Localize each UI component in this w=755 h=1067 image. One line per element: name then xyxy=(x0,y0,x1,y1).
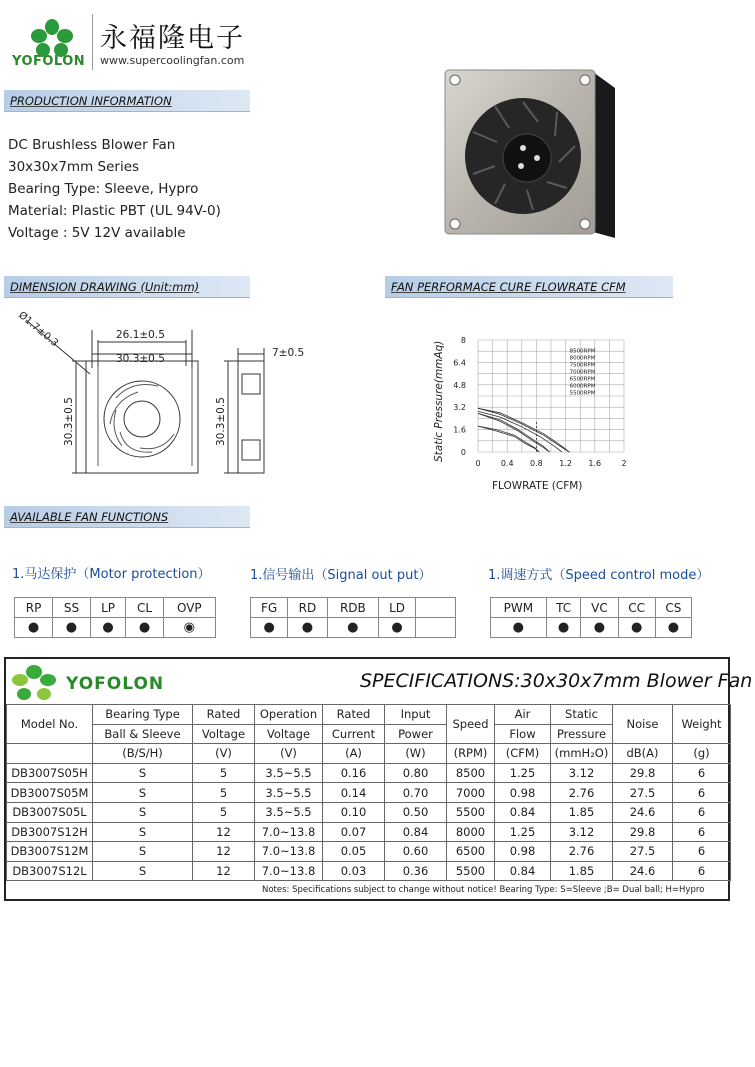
function-col: CS xyxy=(655,598,691,618)
table-cell: 0.80 xyxy=(385,763,447,783)
x-tick-label: 2 xyxy=(621,459,627,468)
function-title-signal xyxy=(250,564,431,583)
table-cell: 3.5~5.5 xyxy=(255,763,323,783)
table-cell: S xyxy=(93,842,193,862)
col-unit: (V) xyxy=(255,744,323,764)
table-cell: 3.5~5.5 xyxy=(255,783,323,803)
legend-label: 5500RPM xyxy=(569,390,596,397)
dimension-drawing xyxy=(6,306,306,486)
hole-dimension: Ø1.7±0.3 xyxy=(16,309,60,350)
table-cell: 0.03 xyxy=(323,861,385,881)
col-header: Noise xyxy=(613,705,673,744)
col-unit: (W) xyxy=(385,744,447,764)
table-cell: 27.5 xyxy=(613,783,673,803)
info-line: DC Brushless Blower Fan xyxy=(8,137,176,153)
chart-series xyxy=(478,349,596,452)
table-cell: 8500 xyxy=(447,763,495,783)
info-line: 30x30x7mm Series xyxy=(8,159,140,175)
model-cell: DB3007S12L xyxy=(7,861,93,881)
dimension-heading: DIMENSION DRAWING (Unit:mm) xyxy=(4,276,250,298)
table-cell: 0.70 xyxy=(385,783,447,803)
function-col: LP xyxy=(90,598,126,618)
spec-title: SPECIFICATIONS:30x30x7mm Blower Fan xyxy=(360,670,753,692)
table-cell: 0.16 xyxy=(323,763,385,783)
table-cell: 6500 xyxy=(447,842,495,862)
col-unit: (RPM) xyxy=(447,744,495,764)
col-header: Speed xyxy=(447,705,495,744)
function-dot: ● xyxy=(288,618,327,638)
table-cell: 2.76 xyxy=(551,842,613,862)
legend-label: 6000RPM xyxy=(569,383,596,390)
chart-ticks xyxy=(453,336,626,468)
function-col: PWM xyxy=(491,598,547,618)
x-tick-label: 0.8 xyxy=(530,459,543,468)
y-tick-label: 0 xyxy=(460,448,466,457)
table-cell: 6 xyxy=(673,802,731,822)
table-cell: 3.5~5.5 xyxy=(255,802,323,822)
col-header: Weight xyxy=(673,705,731,744)
col-header: Rated xyxy=(323,705,385,725)
y-tick-label: 4.8 xyxy=(453,380,466,390)
production-info xyxy=(8,134,221,244)
table-cell: 0.84 xyxy=(385,822,447,842)
legend-label: 8500RPM xyxy=(569,348,596,355)
col-header: Air xyxy=(495,705,551,725)
table-cell: 7.0~13.8 xyxy=(255,861,323,881)
function-title-en: （Motor protection） xyxy=(76,567,211,582)
table-cell: S xyxy=(93,822,193,842)
col-header: Voltage xyxy=(193,724,255,744)
model-cell: DB3007S05L xyxy=(7,802,93,822)
model-cell: DB3007S12M xyxy=(7,842,93,862)
table-cell: 0.10 xyxy=(323,802,385,822)
table-cell: 8000 xyxy=(447,822,495,842)
function-col xyxy=(416,598,456,618)
signal-output-table xyxy=(250,597,456,638)
spec-table xyxy=(6,704,731,881)
function-col: LD xyxy=(379,598,416,618)
col-unit: (CFM) xyxy=(495,744,551,764)
table-cell: 1.25 xyxy=(495,763,551,783)
chart-grid xyxy=(478,340,624,452)
table-cell: 12 xyxy=(193,822,255,842)
table-cell: 24.6 xyxy=(613,861,673,881)
table-row xyxy=(7,861,731,881)
table-cell: 5500 xyxy=(447,802,495,822)
table-cell: 1.85 xyxy=(551,861,613,881)
inner-width-dimension: 26.1±0.5 xyxy=(116,329,165,341)
table-cell: 2.76 xyxy=(551,783,613,803)
function-dot: ◉ xyxy=(163,618,215,638)
col-unit: (A) xyxy=(323,744,385,764)
function-dot: ● xyxy=(581,618,618,638)
col-unit: dB(A) xyxy=(613,744,673,764)
function-title-en: （Signal out put） xyxy=(314,568,432,583)
function-col: CC xyxy=(618,598,655,618)
col-unit: (g) xyxy=(673,744,731,764)
table-cell: 0.98 xyxy=(495,842,551,862)
table-cell: 0.05 xyxy=(323,842,385,862)
function-col: OVP xyxy=(163,598,215,618)
functions-heading: AVAILABLE FAN FUNCTIONS xyxy=(4,506,250,528)
table-cell: 27.5 xyxy=(613,842,673,862)
table-cell: 6 xyxy=(673,822,731,842)
function-dot: ● xyxy=(251,618,288,638)
chart-y-label: Static Pressure(mmAq) xyxy=(433,340,445,462)
legend-label: 7500RPM xyxy=(569,362,596,369)
brand-flower-icon xyxy=(30,18,74,58)
function-dot: ● xyxy=(546,618,581,638)
curve-heading: FAN PERFORMACE CURE FLOWRATE CFM xyxy=(385,276,673,298)
model-cell: DB3007S05H xyxy=(7,763,93,783)
legend-label: 8000RPM xyxy=(569,355,596,362)
table-cell: 5 xyxy=(193,783,255,803)
function-col: RD xyxy=(288,598,327,618)
col-unit: (B/S/H) xyxy=(93,744,193,764)
thickness-dimension: 7±0.5 xyxy=(272,347,305,359)
col-header: Flow xyxy=(495,724,551,744)
info-line: Material: Plastic PBT (UL 94V-0) xyxy=(8,203,221,219)
table-cell: S xyxy=(93,763,193,783)
function-dot: ● xyxy=(379,618,416,638)
function-title-cn: 1.信号输出 xyxy=(250,568,315,583)
col-header: Rated xyxy=(193,705,255,725)
info-line: Voltage : 5V 12V available xyxy=(8,225,186,241)
table-cell: S xyxy=(93,802,193,822)
function-col: RDB xyxy=(327,598,379,618)
x-tick-label: 0 xyxy=(475,459,481,468)
height-dimension: 30.3±0.5 xyxy=(63,397,75,446)
function-title-cn: 1.马达保护 xyxy=(12,567,77,582)
table-cell: 3.12 xyxy=(551,763,613,783)
table-cell: 0.60 xyxy=(385,842,447,862)
function-col: VC xyxy=(581,598,618,618)
spec-brand-flower-icon xyxy=(10,664,58,702)
col-unit xyxy=(7,744,93,764)
function-col: TC xyxy=(546,598,581,618)
col-header: Operation xyxy=(255,705,323,725)
production-heading: PRODUCTION INFORMATION xyxy=(4,90,250,112)
col-unit: (mmH₂O) xyxy=(551,744,613,764)
table-cell: 1.25 xyxy=(495,822,551,842)
function-col: RP xyxy=(15,598,53,618)
table-cell: 6 xyxy=(673,763,731,783)
table-cell: 5500 xyxy=(447,861,495,881)
function-dot: ● xyxy=(618,618,655,638)
table-cell: S xyxy=(93,861,193,881)
col-header: Pressure xyxy=(551,724,613,744)
table-cell: 0.50 xyxy=(385,802,447,822)
model-cell: DB3007S05M xyxy=(7,783,93,803)
y-tick-label: 8 xyxy=(460,336,466,345)
table-row xyxy=(7,842,731,862)
website-link[interactable]: www.supercoolingfan.com xyxy=(100,54,245,67)
table-cell: 3.12 xyxy=(551,822,613,842)
table-cell: 0.36 xyxy=(385,861,447,881)
table-cell: 0.07 xyxy=(323,822,385,842)
table-cell: 12 xyxy=(193,861,255,881)
function-col: SS xyxy=(53,598,91,618)
y-tick-label: 1.6 xyxy=(453,425,466,435)
header-divider xyxy=(92,14,93,70)
function-dot: ● xyxy=(90,618,126,638)
table-cell: 7000 xyxy=(447,783,495,803)
x-tick-label: 1.2 xyxy=(559,459,572,468)
col-header: Current xyxy=(323,724,385,744)
col-unit: (V) xyxy=(193,744,255,764)
col-header: Bearing Type xyxy=(93,705,193,725)
y-tick-label: 6.4 xyxy=(453,358,466,368)
table-cell: 6 xyxy=(673,861,731,881)
function-dot: ● xyxy=(53,618,91,638)
table-cell: S xyxy=(93,783,193,803)
function-dot: ● xyxy=(655,618,691,638)
table-cell: 7.0~13.8 xyxy=(255,842,323,862)
col-header: Power xyxy=(385,724,447,744)
table-cell: 0.84 xyxy=(495,802,551,822)
table-cell: 0.84 xyxy=(495,861,551,881)
table-cell: 1.85 xyxy=(551,802,613,822)
brand-name: YOFOLON xyxy=(12,54,86,69)
col-header: Input xyxy=(385,705,447,725)
table-cell: 29.8 xyxy=(613,822,673,842)
y-tick-label: 3.2 xyxy=(453,403,466,413)
table-cell: 24.6 xyxy=(613,802,673,822)
function-dot xyxy=(416,618,456,638)
spec-notes: Notes: Specifications subject to change without notice! Bearing Type: S=Sleeve ;B= Dual ball; H=Hypro xyxy=(262,885,705,895)
motor-protection-table xyxy=(14,597,216,638)
legend-label: 7000RPM xyxy=(569,369,596,376)
col-header: Static xyxy=(551,705,613,725)
table-cell: 29.8 xyxy=(613,763,673,783)
performance-chart xyxy=(428,330,648,500)
chart-x-label: FLOWRATE (CFM) xyxy=(492,480,583,492)
model-cell: DB3007S12H xyxy=(7,822,93,842)
table-cell: 5 xyxy=(193,802,255,822)
outer-width-dimension: 30.3±0.5 xyxy=(116,353,165,365)
table-cell: 12 xyxy=(193,842,255,862)
info-line: Bearing Type: Sleeve, Hypro xyxy=(8,181,199,197)
product-fan-image xyxy=(443,66,621,246)
function-title-cn: 1.调速方式 xyxy=(488,568,553,583)
table-row xyxy=(7,763,731,783)
x-tick-label: 1.6 xyxy=(588,459,602,468)
table-row xyxy=(7,783,731,803)
function-title-en: （Speed control mode） xyxy=(552,568,710,583)
table-cell: 6 xyxy=(673,783,731,803)
function-dot: ● xyxy=(126,618,163,638)
table-cell: 0.98 xyxy=(495,783,551,803)
side-height-dimension: 30.3±0.5 xyxy=(215,397,227,446)
col-header: Ball & Sleeve xyxy=(93,724,193,744)
spec-brand-name: YOFOLON xyxy=(66,674,165,694)
company-name-cn: 永福隆电子 xyxy=(100,23,245,54)
table-cell: 6 xyxy=(673,842,731,862)
function-dot: ● xyxy=(327,618,379,638)
table-row xyxy=(7,822,731,842)
function-col: FG xyxy=(251,598,288,618)
table-cell: 5 xyxy=(193,763,255,783)
speed-control-table xyxy=(490,597,692,638)
function-dot: ● xyxy=(491,618,547,638)
x-tick-label: 0.4 xyxy=(500,459,514,468)
table-cell: 0.14 xyxy=(323,783,385,803)
col-header: Voltage xyxy=(255,724,323,744)
col-header-model: Model No. xyxy=(7,705,93,744)
function-title-speed xyxy=(488,564,709,583)
function-title-motor xyxy=(12,563,211,582)
legend-label: 6500RPM xyxy=(569,376,596,383)
function-dot: ● xyxy=(15,618,53,638)
table-row xyxy=(7,802,731,822)
table-cell: 7.0~13.8 xyxy=(255,822,323,842)
function-col: CL xyxy=(126,598,163,618)
